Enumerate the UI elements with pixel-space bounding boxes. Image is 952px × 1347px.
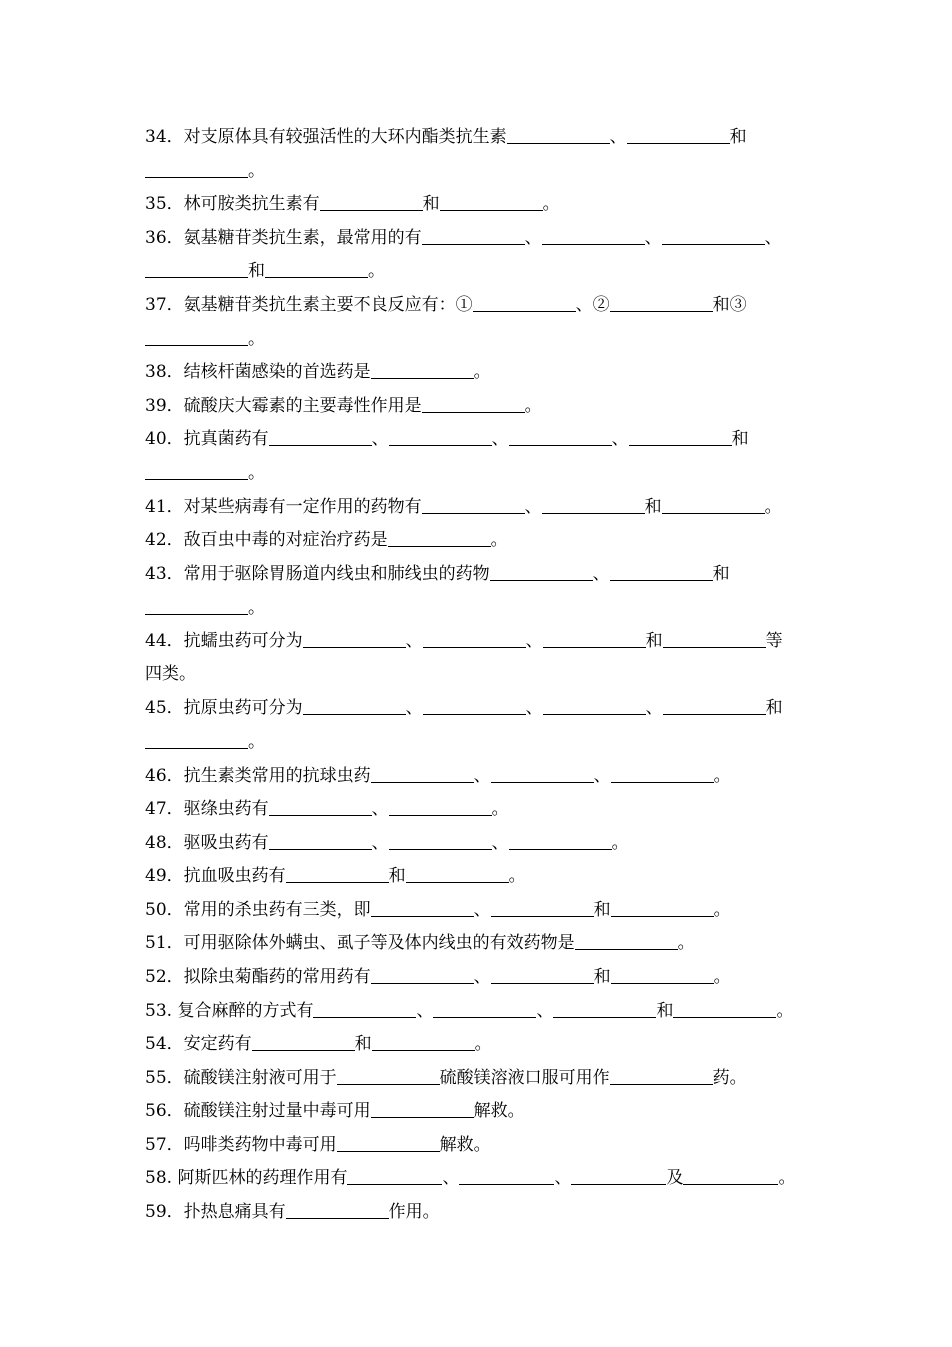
answer-blank[interactable]: [491, 966, 594, 984]
separator: 和: [765, 698, 783, 718]
question-37-continued: [145, 326, 265, 352]
question-text: 54．安定药有: [145, 1034, 252, 1054]
question-text: 43．常用于驱除胃肠道内线虫和肺线虫的药物: [145, 564, 490, 584]
separator: 和: [712, 564, 730, 584]
answer-blank[interactable]: [320, 193, 423, 211]
separator: 、: [491, 833, 509, 853]
answer-blank[interactable]: [433, 1000, 536, 1018]
separator: 、: [611, 429, 629, 449]
answer-blank[interactable]: [145, 328, 248, 346]
question-text: 四类。: [145, 664, 196, 684]
question-40: [145, 426, 749, 452]
answer-blank[interactable]: [543, 630, 646, 648]
question-39: [145, 393, 542, 419]
question-text: 49．抗血吸虫药有: [145, 866, 286, 886]
separator: 解救。: [439, 1135, 491, 1155]
separator: 和: [645, 631, 663, 651]
answer-blank[interactable]: [422, 496, 525, 514]
question-44: [145, 628, 783, 654]
separator: 、: [405, 698, 423, 718]
answer-blank[interactable]: [371, 1100, 474, 1118]
separator: 、: [525, 698, 543, 718]
question-36-continued: [145, 258, 385, 284]
question-57: [145, 1132, 491, 1158]
question-text: 57．吗啡类药物中毒可用: [145, 1135, 337, 1155]
answer-blank[interactable]: [543, 697, 646, 715]
answer-blank[interactable]: [629, 428, 732, 446]
question-50: [145, 897, 731, 923]
separator: 。: [248, 732, 265, 752]
separator: 、: [473, 900, 491, 920]
answer-blank[interactable]: [145, 597, 248, 615]
separator: 、: [371, 429, 389, 449]
answer-blank[interactable]: [422, 395, 525, 413]
question-text: 37．氨基糖苷类抗生素主要不良反应有：①: [145, 295, 473, 315]
answer-blank[interactable]: [406, 865, 509, 883]
answer-blank[interactable]: [440, 193, 543, 211]
separator: 。: [490, 530, 508, 550]
question-text: 55．硫酸镁注射液可用于: [145, 1068, 337, 1088]
question-text: 56．硫酸镁注射过量中毒可用: [145, 1101, 371, 1121]
answer-blank[interactable]: [389, 798, 492, 816]
separator: 解救。: [473, 1101, 525, 1121]
question-52: [145, 964, 731, 990]
separator: 作用。: [388, 1202, 440, 1222]
separator: 、: [524, 497, 542, 517]
question-text: 50．常用的杀虫药有三类，即: [145, 900, 371, 920]
question-text: 48．驱吸虫药有: [145, 833, 269, 853]
separator: 和③: [712, 295, 747, 315]
question-54: [145, 1031, 492, 1057]
answer-blank[interactable]: [252, 1033, 355, 1051]
separator: 、: [473, 967, 491, 987]
question-45: [145, 695, 783, 721]
answer-blank[interactable]: [269, 428, 372, 446]
question-45-continued: [145, 729, 265, 755]
separator: 、: [371, 833, 389, 853]
answer-blank[interactable]: [663, 630, 766, 648]
answer-blank[interactable]: [371, 361, 474, 379]
question-text: 38．结核杆菌感染的首选药是: [145, 362, 371, 382]
separator: 、: [371, 799, 389, 819]
answer-blank[interactable]: [313, 1000, 416, 1018]
separator: 。: [776, 1001, 794, 1021]
answer-blank[interactable]: [611, 966, 714, 984]
question-text: 36．氨基糖苷类抗生素，最常用的有: [145, 228, 422, 248]
question-text: 41．对某些病毒有一定作用的药物有: [145, 497, 422, 517]
answer-blank[interactable]: [673, 1000, 776, 1018]
answer-blank[interactable]: [145, 160, 248, 178]
answer-blank[interactable]: [145, 260, 248, 278]
question-34-continued: [145, 158, 265, 184]
question-47: [145, 796, 509, 822]
question-48: [145, 830, 629, 856]
separator: 和: [354, 1034, 372, 1054]
answer-blank[interactable]: [371, 966, 474, 984]
question-59: [145, 1199, 440, 1225]
question-41: [145, 494, 782, 520]
question-56: [145, 1098, 525, 1124]
separator: 。: [713, 766, 731, 786]
question-51: [145, 930, 695, 956]
question-text: 45．抗原虫药可分为: [145, 698, 303, 718]
answer-blank[interactable]: [337, 1134, 440, 1152]
question-text: 硫酸镁溶液口服可用作: [439, 1068, 610, 1088]
answer-blank[interactable]: [611, 765, 714, 783]
question-40-continued: [145, 460, 265, 486]
separator: 。: [677, 933, 695, 953]
answer-blank[interactable]: [575, 932, 678, 950]
answer-blank[interactable]: [663, 697, 766, 715]
answer-blank[interactable]: [610, 563, 713, 581]
separator: 。: [368, 261, 385, 281]
question-35: [145, 191, 560, 217]
separator: 和: [593, 900, 611, 920]
separator: 和: [644, 497, 662, 517]
answer-blank[interactable]: [509, 832, 612, 850]
answer-blank[interactable]: [491, 765, 594, 783]
separator: 。: [248, 598, 265, 618]
answer-blank[interactable]: [286, 1201, 389, 1219]
separator: 、②: [575, 295, 610, 315]
answer-blank[interactable]: [553, 1000, 656, 1018]
answer-blank[interactable]: [491, 899, 594, 917]
answer-blank[interactable]: [265, 260, 368, 278]
separator: 及: [666, 1168, 684, 1188]
separator: 。: [542, 194, 560, 214]
answer-blank[interactable]: [683, 1167, 778, 1185]
answer-blank[interactable]: [303, 630, 406, 648]
answer-blank[interactable]: [372, 1033, 475, 1051]
answer-blank[interactable]: [423, 697, 526, 715]
separator: 等: [765, 631, 783, 651]
answer-blank[interactable]: [571, 1167, 666, 1185]
separator: 、: [473, 766, 491, 786]
question-text: 44．抗蠕虫药可分为: [145, 631, 303, 651]
separator: 、: [405, 631, 423, 651]
question-42: [145, 527, 508, 553]
separator: 。: [713, 900, 731, 920]
separator: 和: [422, 194, 440, 214]
answer-blank[interactable]: [611, 899, 714, 917]
separator: 、: [764, 228, 782, 248]
question-46: [145, 763, 731, 789]
separator: 和: [248, 261, 265, 281]
separator: 。: [524, 396, 542, 416]
question-text: 51．可用驱除体外螨虫、虱子等及体内线虫的有效药物是: [145, 933, 575, 953]
answer-blank[interactable]: [371, 899, 474, 917]
question-34: [145, 124, 747, 150]
answer-blank[interactable]: [542, 496, 645, 514]
answer-blank[interactable]: [459, 1167, 554, 1185]
answer-blank[interactable]: [145, 731, 248, 749]
separator: 、: [592, 564, 610, 584]
separator: 。: [491, 799, 509, 819]
question-text: 53. 复合麻醉的方式有: [145, 1001, 314, 1021]
question-text: 39．硫酸庆大霉素的主要毒性作用是: [145, 396, 422, 416]
separator: 药。: [712, 1068, 747, 1088]
separator: 。: [474, 1034, 492, 1054]
separator: 。: [248, 463, 265, 483]
separator: 和: [729, 127, 747, 147]
question-38: [145, 359, 491, 385]
answer-blank[interactable]: [269, 798, 372, 816]
separator: 和: [388, 866, 406, 886]
question-55: [145, 1065, 747, 1091]
separator: 、: [554, 1168, 572, 1188]
answer-blank[interactable]: [389, 428, 492, 446]
answer-blank[interactable]: [610, 294, 713, 312]
separator: 、: [593, 766, 611, 786]
question-text: 52．拟除虫菊酯药的常用药有: [145, 967, 371, 987]
separator: 。: [611, 833, 629, 853]
separator: 。: [248, 161, 265, 181]
question-text: 34．对支原体具有较强活性的大环内酯类抗生素: [145, 127, 507, 147]
separator: 、: [525, 631, 543, 651]
question-37: [145, 292, 747, 318]
separator: 和: [731, 429, 749, 449]
question-44-continued: [145, 661, 196, 687]
question-58: [145, 1165, 795, 1191]
question-text: 58. 阿斯匹林的药理作用有: [145, 1168, 348, 1188]
answer-blank[interactable]: [507, 126, 610, 144]
answer-blank[interactable]: [269, 832, 372, 850]
separator: 、: [645, 698, 663, 718]
separator: 。: [778, 1168, 796, 1188]
answer-blank[interactable]: [303, 697, 406, 715]
question-53: [145, 998, 793, 1024]
answer-blank[interactable]: [627, 126, 730, 144]
answer-blank[interactable]: [662, 227, 765, 245]
answer-blank[interactable]: [610, 1067, 713, 1085]
answer-blank[interactable]: [145, 462, 248, 480]
question-text: 46．抗生素类常用的抗球虫药: [145, 766, 371, 786]
separator: 、: [524, 228, 542, 248]
answer-blank[interactable]: [286, 865, 389, 883]
question-36: [145, 225, 782, 251]
separator: 和: [593, 967, 611, 987]
answer-blank[interactable]: [509, 428, 612, 446]
separator: 。: [473, 362, 491, 382]
question-text: 40．抗真菌药有: [145, 429, 269, 449]
separator: 、: [536, 1001, 554, 1021]
answer-blank[interactable]: [423, 630, 526, 648]
separator: 。: [508, 866, 526, 886]
answer-blank[interactable]: [473, 294, 576, 312]
question-text: 42．敌百虫中毒的对症治疗药是: [145, 530, 388, 550]
answer-blank[interactable]: [389, 832, 492, 850]
separator: 。: [248, 329, 265, 349]
separator: 和: [656, 1001, 674, 1021]
answer-blank[interactable]: [490, 563, 593, 581]
separator: 、: [416, 1001, 434, 1021]
separator: 、: [609, 127, 627, 147]
separator: 。: [764, 497, 782, 517]
question-text: 59．扑热息痛具有: [145, 1202, 286, 1222]
question-text: 35．林可胺类抗生素有: [145, 194, 320, 214]
separator: 、: [491, 429, 509, 449]
question-text: 47．驱绦虫药有: [145, 799, 269, 819]
question-43: [145, 561, 730, 587]
separator: 、: [644, 228, 662, 248]
answer-blank[interactable]: [371, 765, 474, 783]
answer-blank[interactable]: [347, 1167, 442, 1185]
answer-blank[interactable]: [388, 529, 491, 547]
separator: 。: [713, 967, 731, 987]
question-49: [145, 863, 526, 889]
answer-blank[interactable]: [662, 496, 765, 514]
answer-blank[interactable]: [337, 1067, 440, 1085]
answer-blank[interactable]: [422, 227, 525, 245]
question-43-continued: [145, 595, 265, 621]
separator: 、: [442, 1168, 460, 1188]
answer-blank[interactable]: [542, 227, 645, 245]
